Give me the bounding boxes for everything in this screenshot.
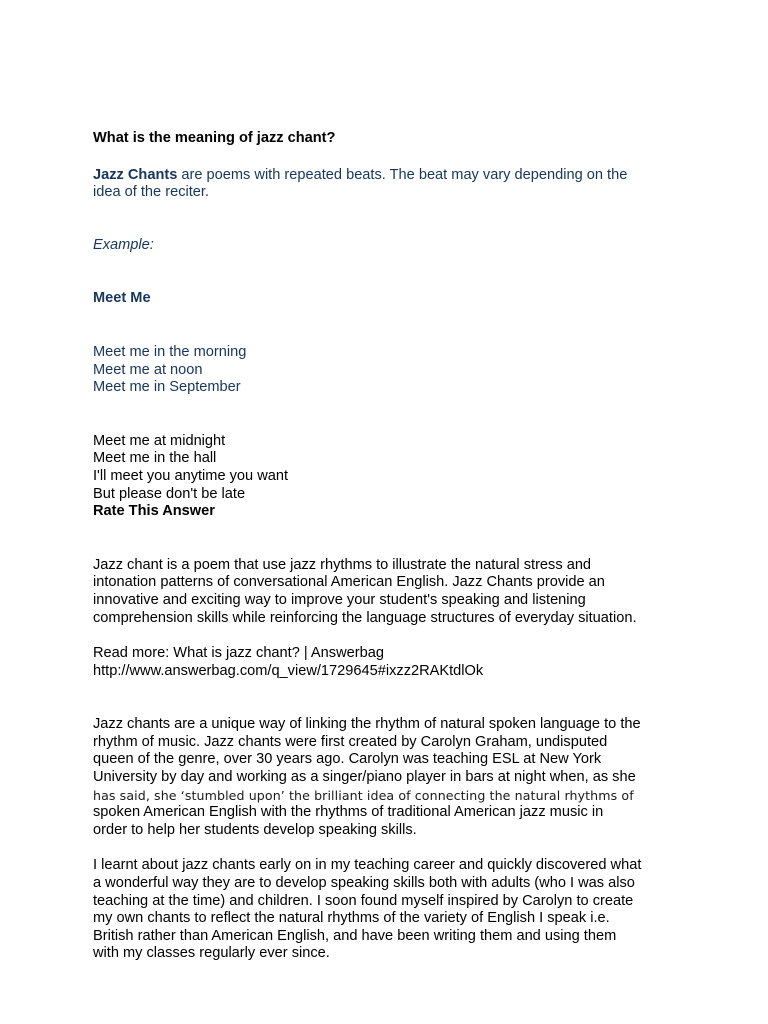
intro-text: are poems with repeated beats. The beat may vary depending on the (177, 166, 628, 183)
chant-line: Meet me in the morning (93, 343, 247, 360)
paragraph-line: innovative and exciting way to improve your student's speaking and listening (93, 591, 586, 608)
paragraph-line: Jazz chants are a unique way of linking the rhythm of natural spoken language to the (93, 716, 641, 733)
paragraph-line: my own chants to reflect the natural rhythms of the variety of English I speak i.e. (93, 910, 610, 927)
read-more-block (93, 645, 683, 680)
paragraph-line: has said, she ‘stumbled upon’ the brilliant idea of connecting the natural rhythms of (93, 787, 634, 803)
chant-line: Meet me in the hall (93, 450, 217, 467)
paragraph-line: order to help her students develop speaking skills. (93, 821, 417, 838)
page-title: What is the meaning of jazz chant? (93, 130, 336, 146)
paragraph-definition (93, 557, 683, 627)
paragraph-line: I learnt about jazz chants early on in my teaching career and quickly discovered what (93, 857, 642, 874)
chant-line: Meet me at midnight (93, 432, 226, 449)
chant-line: Meet me at noon (93, 361, 203, 378)
paragraph-line: queen of the genre, over 30 years ago. Carolyn was teaching ESL at New York (93, 751, 602, 768)
chant-stanza-1 (93, 344, 683, 397)
paragraph-line: intonation patterns of conversational American English. Jazz Chants provide an (93, 574, 605, 591)
paragraph-line: rhythm of music. Jazz chants were first created by Carolyn Graham, undisputed (93, 733, 608, 750)
paragraph-line: University by day and working as a singer/piano player in bars at night when, as she (93, 769, 636, 786)
read-more-text: Read more: What is jazz chant? | Answerbag (93, 645, 384, 662)
intro-text-line2: idea of the reciter. (93, 184, 210, 201)
paragraph-line: with my classes regularly ever since. (93, 945, 330, 962)
paragraph-personal (93, 857, 683, 963)
chant-title: Meet Me (93, 290, 151, 307)
paragraph-history (93, 716, 683, 839)
paragraph-line: a wonderful way they are to develop speaking skills both with adults (who I was also (93, 875, 635, 892)
chant-line: But please don't be late (93, 485, 246, 502)
rate-answer-label: Rate This Answer (93, 503, 215, 520)
document-page (93, 130, 683, 963)
paragraph-line: Jazz chant is a poem that use jazz rhythms to illustrate the natural stress and (93, 556, 592, 573)
read-more-url: http://www.answerbag.com/q_view/1729645#ixzz2RAKtdlOk (93, 662, 484, 679)
example-label: Example: (93, 236, 154, 253)
chant-line: Meet me in September (93, 379, 241, 396)
paragraph-line: British rather than American English, and have been writing them and using them (93, 927, 617, 944)
intro-paragraph (93, 167, 683, 202)
paragraph-line: spoken American English with the rhythms of traditional American jazz music in (93, 804, 604, 821)
paragraph-line: teaching at the time) and children. I soon found myself inspired by Carolyn to create (93, 892, 634, 909)
chant-stanza-2 (93, 433, 683, 521)
chant-line: I'll meet you anytime you want (93, 467, 289, 484)
paragraph-line: comprehension skills while reinforcing the language structures of everyday situation. (93, 609, 637, 626)
intro-term: Jazz Chants (93, 166, 178, 183)
